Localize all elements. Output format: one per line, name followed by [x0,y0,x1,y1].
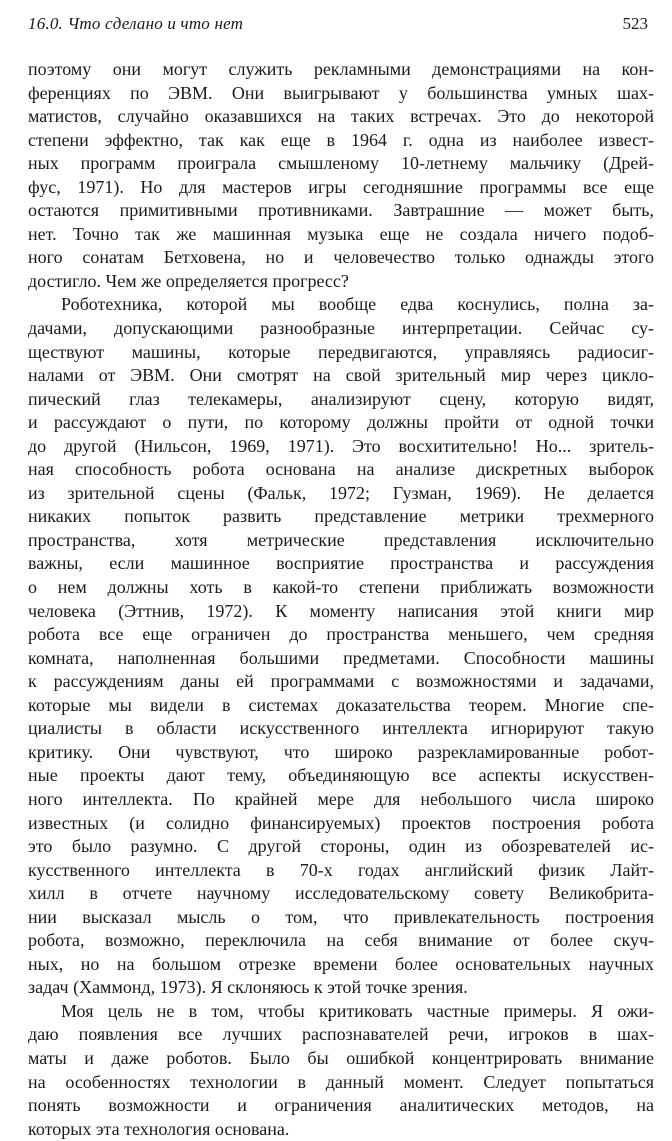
text-line: пический глаз телекамеры, анализируют сцену, которую видят, [28,388,654,409]
text-line: на особенностях технологии в данный момент. Следует попытаться [28,1071,654,1092]
text-line: дачами, допускающими разнообразные интерпретации. Сейчас су- [28,318,654,339]
text-line: ного интеллекта. По крайней мере для небольшого числа широко [28,788,654,809]
page-number: 523 [622,14,648,33]
text-line: которые мы видели в системах доказательства теорем. Многие спе- [28,694,654,715]
paragraph [28,58,654,293]
text-line: хилл в отчете научному исследовательскому совету Великобрита- [28,883,654,904]
running-head [28,12,648,36]
text-line: никаких попыток развить представление метрики трехмерного [28,506,654,527]
text-line: даю появления все лучших распознавателей речи, игроков в шах- [28,1024,654,1045]
text-line: это было разумно. С другой стороны, один из обозревателей ис- [28,836,654,857]
body-text [28,58,654,1141]
section-title: 16.0. Что сделано и что нет [28,14,244,33]
text-line: которых эта технология основана. [28,1118,290,1139]
text-line: важны, если машинное восприятие пространства и рассуждения [28,553,654,574]
text-line: ных, но на большом отрезке времени более основательных научных [28,953,654,974]
paragraph [28,1000,654,1141]
text-line: человека (Эттнив, 1972). К моменту написания этой книги мир [28,600,654,621]
text-line: матистов, случайно оказавшихся на таких встречах. Это до некоторой [28,106,654,127]
text-line: критику. Они чувствуют, что широко разрекламированные робот- [28,741,654,762]
text-line: циалисты в области искусственного интеллекта игнорируют такую [28,718,654,739]
text-line: ного сонатам Бетховена, но и человечество только однажды этого [28,247,654,268]
text-line: пространства, хотя метрические представления исключительно [28,529,654,550]
text-line: до другой (Нильсон, 1969, 1971). Это восхитительно! Но... зритель- [28,435,654,456]
text-line: робота, возможно, переключила на себя внимание от более скуч- [28,930,654,951]
text-line: степени эффектно, так как еще в 1964 г. одна из наиболее извест- [28,129,654,150]
text-line: из зрительной сцены (Фальк, 1972; Гузман, 1969). Не делается [28,482,654,503]
text-line: к рассуждениям даны ей программами с возможностями и задачами, [28,671,654,692]
paragraph [28,293,654,999]
text-line: нет. Точно так же машинная музыка еще не создала ничего подоб- [28,223,654,244]
text-line: ференциях по ЭВМ. Они выигрывают у большинства умных шах- [28,82,654,103]
text-line: известных (и солидно финансируемых) проектов построения робота [28,812,654,833]
text-line: остаются примитивными противниками. Завтрашние — может быть, [28,200,654,221]
text-line: Моя цель не в том, чтобы критиковать частные примеры. Я ожи- [61,1000,654,1021]
text-line: ществуют машины, которые передвигаются, управляясь радиосиг- [28,341,654,362]
text-line: фус, 1971). Но для мастеров игры сегодняшние программы все еще [28,176,654,197]
text-line: кусственного интеллекта в 70-х годах английский физик Лайт- [28,859,654,880]
text-line: задач (Хаммонд, 1973). Я склоняюсь к этой точке зрения. [28,977,468,998]
text-line: и рассуждают о пути, по которому должны пройти от одной точки [28,412,654,433]
text-line: поэтому они могут служить рекламными демонстрациями на кон- [28,59,654,79]
text-line: ная способность робота основана на анализе дискретных выборок [28,459,654,480]
text-line: налами от ЭВМ. Они смотрят на свой зрительный мир через цикло- [28,365,654,386]
text-line: ные проекты дают тему, объединяющую все аспекты искусствен- [28,765,654,786]
text-line: достигло. Чем же определяется прогресс? [28,270,349,291]
text-line: Роботехника, которой мы вообще едва коснулись, полна за- [61,294,654,315]
text-line: ных программ проиграла смышленому 10-летнему мальчику (Дрей- [28,153,654,174]
text-line: понять возможности и ограничения аналитических методов, на [28,1095,654,1116]
text-line: о нем должны хоть в какой-то степени приближать возможности [28,577,654,598]
text-line: нии высказал мысль о том, что привлекательность построения [28,906,654,927]
text-line: робота все еще ограничен до пространства меньшего, чем средняя [28,624,654,645]
text-line: маты и даже роботов. Было бы ошибкой концентрировать внимание [28,1047,654,1068]
text-line: комната, наполненная большими предметами. Способности машины [28,647,654,668]
